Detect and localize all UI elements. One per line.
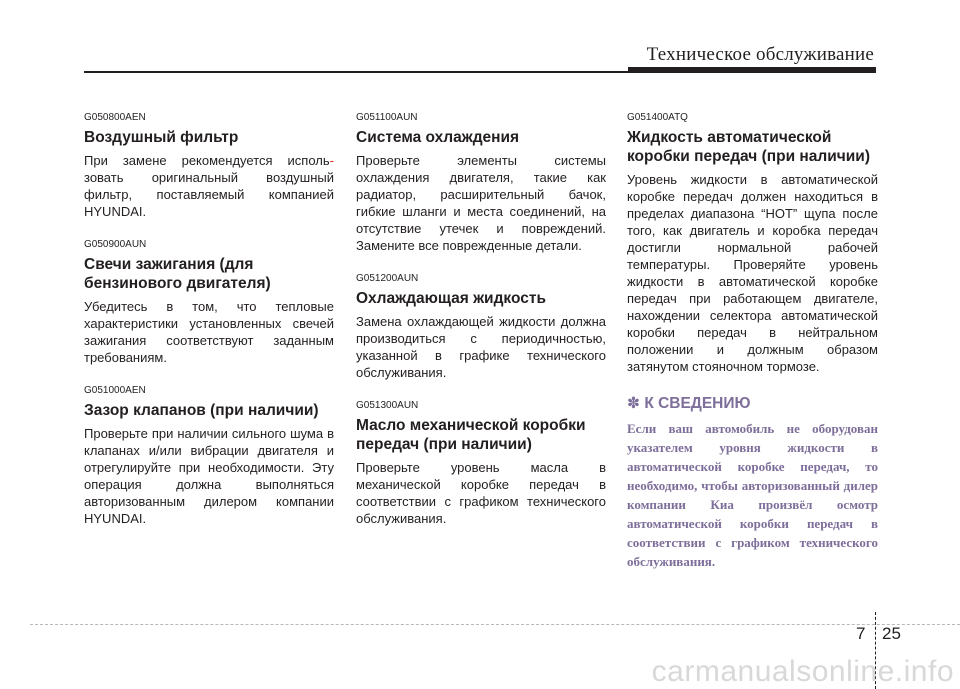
section-text: Замена охлаждающей жидкости должна производиться с периодичностью, указанной в графике технического обслуживания.	[356, 314, 606, 380]
section-code: G051000AEN	[84, 385, 146, 396]
section-code: G051400ATQ	[627, 112, 688, 123]
section-title: Свечи зажигания (для бензинового двигателя)	[84, 256, 271, 292]
notice-title: ✽ К СВЕДЕНИЮ	[627, 395, 751, 412]
section-automatic-transaxle-fluid	[627, 112, 878, 375]
section-valve-clearance	[84, 385, 334, 527]
column-1	[84, 112, 334, 546]
section-text: Проверьте при наличии сильного шума в клапанах и/или вибрации двигателя и отрегулируйте при необходимости. Эту операция должна выполняться авторизованным дилером компании HYUNDAI.	[84, 426, 334, 526]
section-cooling-system	[356, 112, 606, 254]
section-title: Воздушный фильтр	[84, 129, 239, 146]
section-title: Зазор клапанов (при наличии)	[84, 402, 319, 419]
section-title: Масло механической коробки передач (при наличии)	[356, 417, 586, 453]
section-code: G051200AUN	[356, 273, 419, 284]
section-text: Проверьте уровень масла в механической коробке передач в соответствии с графиком технического обслуживания.	[356, 460, 606, 526]
section-title: Жидкость автоматической коробки передач (при наличии)	[627, 129, 870, 165]
column-2	[356, 112, 606, 546]
page-number: 25	[882, 624, 901, 643]
hyphen-mark: -	[329, 153, 334, 168]
notice-box	[627, 394, 878, 571]
footer-divider	[30, 624, 960, 626]
column-3	[627, 112, 878, 571]
section-manual-transaxle-oil	[356, 400, 606, 527]
header-rule-thin	[84, 71, 628, 73]
section-text: Проверьте элементы системы охлаждения двигателя, такие как радиатор, расширительный бачок, гибкие шланги и места соединений, на отсутствие утечек и повреждений. Замените все поврежденные детали.	[356, 153, 606, 253]
section-air-filter	[84, 112, 334, 220]
section-code: G051100AUN	[356, 112, 418, 123]
section-coolant	[356, 273, 606, 381]
section-title: Система охлаждения	[356, 129, 520, 146]
header-title: Техническое обслуживание	[646, 44, 874, 65]
section-code: G050800AEN	[84, 112, 146, 123]
section-text: При замене рекомендуется исполь- зовать оригинальный воздушный фильтр, поставляемый компанией HYUNDAI.	[84, 153, 334, 219]
chapter-number: 7	[856, 624, 866, 643]
watermark: carmanualsonline.info	[651, 655, 954, 688]
section-text: Уровень жидкости в автоматической коробке передач должен находиться в пределах диапазона “HOT” щупа после того, как двигатель и коробка передач достигли нормальной рабочей температуры. Проверяйте уровень жидкости в автоматической коробке передач при работающем двигателе, нахождении селектора автоматической коробки передач в нейтральном положении и должным образом затянутом стояночном тормозе.	[627, 172, 878, 374]
section-title: Охлаждающая жидкость	[356, 290, 546, 307]
section-spark-plugs	[84, 239, 334, 366]
section-code: G051300AUN	[356, 400, 419, 411]
section-text: Убедитесь в том, что тепловые характеристики установленных свечей зажигания соответствуют заданным требованиям.	[84, 299, 334, 365]
header-rule-thick	[628, 67, 876, 73]
section-code: G050900AUN	[84, 239, 147, 250]
asterisk-icon: ✽	[627, 395, 640, 412]
notice-text: Если ваш автомобиль не оборудован указателем уровня жидкости в автоматической коробке передач, то необходимо, чтобы авторизованный дилер компании Киа произвёл осмотр автоматической коробки передач в соответствии с графиком технического обслуживания.	[627, 421, 878, 569]
